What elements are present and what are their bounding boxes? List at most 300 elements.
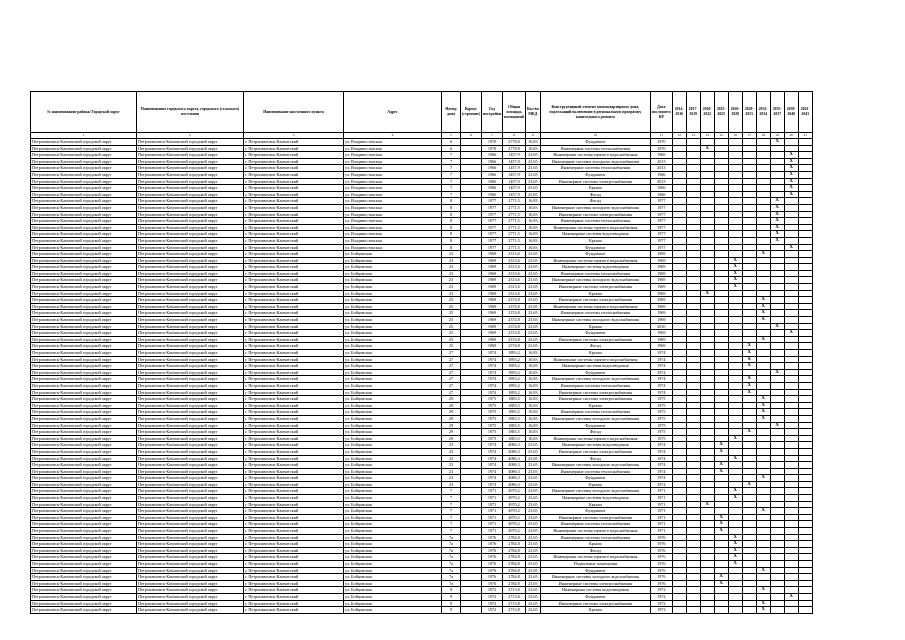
period-cell xyxy=(784,528,798,535)
settlement-cell: Петропавловск-Камчатский городской округ xyxy=(137,475,244,482)
element-cell: Инженерные системы теплоснабжения xyxy=(540,145,650,152)
column-number: 4 xyxy=(344,133,442,139)
period-cell: X xyxy=(742,429,756,436)
period-cell: X xyxy=(756,600,770,607)
building-cell xyxy=(461,468,482,475)
period-cell xyxy=(728,231,742,238)
locality-cell: г. Петропавловск-Камчатский xyxy=(244,218,344,225)
last-repair-cell: 1976 xyxy=(650,580,672,587)
count-cell: 23,65 xyxy=(525,541,540,548)
district-cell: Петропавловск-Камчатский городской округ xyxy=(31,429,137,436)
period-cell xyxy=(728,224,742,231)
period-cell xyxy=(728,244,742,251)
count-cell: 16,83 xyxy=(525,145,540,152)
settlement-cell: Петропавловск-Камчатский городской округ xyxy=(137,448,244,455)
building-cell xyxy=(461,336,482,343)
period-cell: X xyxy=(756,607,770,614)
address-cell: ул. Бойцовская xyxy=(344,600,442,607)
period-cell xyxy=(798,270,812,277)
locality-cell: г. Петропавловск-Камчатский xyxy=(244,567,344,574)
period-cell xyxy=(728,139,742,146)
header-period: 2017-2019 xyxy=(686,92,700,133)
count-cell: 23,65 xyxy=(525,290,540,297)
table-row xyxy=(31,158,813,165)
period-cell xyxy=(798,448,812,455)
last-repair-cell: 1969 xyxy=(650,251,672,258)
period-cell xyxy=(784,264,798,271)
period-cell xyxy=(714,277,728,284)
period-cell xyxy=(770,475,784,482)
period-cell xyxy=(756,231,770,238)
table-row xyxy=(31,534,813,541)
table-row xyxy=(31,481,813,488)
count-cell: 23,65 xyxy=(525,277,540,284)
house-number-cell: 23 xyxy=(442,481,461,488)
count-cell: 23,65 xyxy=(525,284,540,291)
period-cell xyxy=(686,587,700,594)
period-cell xyxy=(700,218,714,225)
period-cell xyxy=(756,264,770,271)
address-cell: ул. Бойцовская xyxy=(344,303,442,310)
period-cell xyxy=(714,139,728,146)
period-cell xyxy=(700,323,714,330)
period-cell: X xyxy=(784,152,798,159)
table-row xyxy=(31,514,813,521)
build-year-cell: 1969 xyxy=(481,264,502,271)
settlement-cell: Петропавловск-Камчатский городской округ xyxy=(137,152,244,159)
locality-cell: г. Петропавловск-Камчатский xyxy=(244,330,344,337)
period-cell xyxy=(798,165,812,172)
period-cell xyxy=(742,541,756,548)
header-building: Корпус (строение) xyxy=(461,92,482,133)
period-cell xyxy=(700,521,714,528)
locality-cell: г. Петропавловск-Камчатский xyxy=(244,297,344,304)
last-repair-cell: 1974 xyxy=(650,369,672,376)
address-cell: ул. Бойцовская xyxy=(344,422,442,429)
area-cell: 1883,5 xyxy=(503,409,526,416)
period-cell xyxy=(770,481,784,488)
build-year-cell: 1966 xyxy=(481,165,502,172)
area-cell: 4970,2 xyxy=(503,488,526,495)
period-cell xyxy=(714,415,728,422)
house-number-cell: 8 xyxy=(442,204,461,211)
period-cell xyxy=(742,185,756,192)
count-cell: 16,83 xyxy=(525,402,540,409)
period-cell xyxy=(770,468,784,475)
build-year-cell: 1977 xyxy=(481,244,502,251)
period-cell xyxy=(784,541,798,548)
period-cell: X xyxy=(728,547,742,554)
locality-cell: г. Петропавловск-Камчатский xyxy=(244,270,344,277)
locality-cell: г. Петропавловск-Камчатский xyxy=(244,481,344,488)
period-cell xyxy=(700,264,714,271)
period-cell xyxy=(784,310,798,317)
build-year-cell: 1971 xyxy=(481,508,502,515)
count-cell: 16,83 xyxy=(525,422,540,429)
column-number: 9 xyxy=(525,133,540,139)
period-cell xyxy=(756,488,770,495)
address-cell: ул. Бойцовская xyxy=(344,429,442,436)
settlement-cell: Петропавловск-Камчатский городской округ xyxy=(137,303,244,310)
period-cell: X xyxy=(714,580,728,587)
locality-cell: г. Петропавловск-Камчатский xyxy=(244,448,344,455)
period-cell xyxy=(728,567,742,574)
area-cell: 1893,2 xyxy=(503,382,526,389)
period-cell xyxy=(756,521,770,528)
district-cell: Петропавловск-Камчатский городской округ xyxy=(31,152,137,159)
period-cell xyxy=(686,369,700,376)
period-cell xyxy=(686,336,700,343)
last-repair-cell: 1969 xyxy=(650,257,672,264)
period-cell xyxy=(798,211,812,218)
table-row xyxy=(31,495,813,502)
period-cell xyxy=(686,475,700,482)
period-cell xyxy=(672,204,686,211)
table-row xyxy=(31,204,813,211)
column-number: 16 xyxy=(728,133,742,139)
period-cell xyxy=(770,191,784,198)
period-cell xyxy=(784,521,798,528)
table-row xyxy=(31,561,813,568)
district-cell: Петропавловск-Камчатский городской округ xyxy=(31,165,137,172)
period-cell xyxy=(672,257,686,264)
period-cell xyxy=(672,541,686,548)
count-cell: 23,65 xyxy=(525,191,540,198)
table-row xyxy=(31,171,813,178)
element-cell: Инженерные системы электроснабжения xyxy=(540,297,650,304)
period-cell xyxy=(672,448,686,455)
house-number-cell: 23 xyxy=(442,455,461,462)
period-cell xyxy=(798,607,812,614)
address-cell: ул. Владивостокская xyxy=(344,231,442,238)
count-cell: 23,65 xyxy=(525,580,540,587)
period-cell xyxy=(798,501,812,508)
area-cell: 1883,5 xyxy=(503,429,526,436)
last-repair-cell: 1971 xyxy=(650,488,672,495)
last-repair-cell: 1974 xyxy=(650,389,672,396)
period-cell xyxy=(784,323,798,330)
area-cell: 2784,8 xyxy=(503,534,526,541)
element-cell: Инженерные системы теплоснабжения xyxy=(540,165,650,172)
build-year-cell: 1969 xyxy=(481,251,502,258)
count-cell: 23,65 xyxy=(525,251,540,258)
period-cell xyxy=(672,495,686,502)
period-cell xyxy=(700,330,714,337)
period-cell xyxy=(714,270,728,277)
period-cell xyxy=(742,508,756,515)
table-row xyxy=(31,284,813,291)
period-cell xyxy=(742,574,756,581)
last-repair-cell: 1976 xyxy=(650,547,672,554)
last-repair-cell: 1974 xyxy=(650,448,672,455)
period-cell xyxy=(714,402,728,409)
table-row xyxy=(31,211,813,218)
period-cell xyxy=(714,343,728,350)
period-cell xyxy=(714,171,728,178)
element-cell: Инженерные системы электроснабжения xyxy=(540,178,650,185)
locality-cell: г. Петропавловск-Камчатский xyxy=(244,191,344,198)
district-cell: Петропавловск-Камчатский городской округ xyxy=(31,303,137,310)
locality-cell: г. Петропавловск-Камчатский xyxy=(244,343,344,350)
area-cell: 2784,8 xyxy=(503,574,526,581)
table-row xyxy=(31,396,813,403)
period-cell xyxy=(700,402,714,409)
building-cell xyxy=(461,152,482,159)
period-cell xyxy=(770,330,784,337)
period-cell xyxy=(672,158,686,165)
house-number-cell: 7а xyxy=(442,534,461,541)
count-cell: 23,65 xyxy=(525,178,540,185)
period-cell xyxy=(756,211,770,218)
district-cell: Петропавловск-Камчатский городской округ xyxy=(31,310,137,317)
last-repair-cell: 1969 xyxy=(650,317,672,324)
table-row xyxy=(31,231,813,238)
period-cell xyxy=(728,382,742,389)
address-cell: ул. Владивостокская xyxy=(344,204,442,211)
period-cell xyxy=(672,587,686,594)
period-cell xyxy=(770,303,784,310)
house-number-cell: 7 xyxy=(442,528,461,535)
locality-cell: г. Петропавловск-Камчатский xyxy=(244,376,344,383)
build-year-cell: 1969 xyxy=(481,343,502,350)
building-cell xyxy=(461,541,482,548)
element-cell: Инженерные системы электроснабжения xyxy=(540,600,650,607)
element-cell: Инженерные системы горячего водоснабжения xyxy=(540,224,650,231)
period-cell xyxy=(700,435,714,442)
address-cell: ул. Бойцовская xyxy=(344,547,442,554)
address-cell: ул. Бойцовская xyxy=(344,323,442,330)
table-row xyxy=(31,297,813,304)
period-cell xyxy=(672,561,686,568)
period-cell xyxy=(742,317,756,324)
house-number-cell: 8 xyxy=(442,244,461,251)
table-body xyxy=(31,139,813,614)
period-cell xyxy=(784,284,798,291)
element-cell: Инженерные системы холодного водоснабжения xyxy=(540,277,650,284)
period-cell xyxy=(714,297,728,304)
column-number: 13 xyxy=(686,133,700,139)
period-cell xyxy=(784,343,798,350)
house-number-cell: 8 xyxy=(442,211,461,218)
period-cell xyxy=(770,350,784,357)
period-cell xyxy=(784,251,798,258)
table-row xyxy=(31,224,813,231)
period-cell xyxy=(700,567,714,574)
building-cell xyxy=(461,178,482,185)
period-cell xyxy=(742,600,756,607)
period-cell xyxy=(798,145,812,152)
period-cell xyxy=(728,211,742,218)
house-number-cell: 7 xyxy=(442,521,461,528)
period-cell xyxy=(672,363,686,370)
period-cell: X xyxy=(784,185,798,192)
period-cell xyxy=(770,336,784,343)
table-row xyxy=(31,422,813,429)
period-cell xyxy=(686,488,700,495)
period-cell xyxy=(798,171,812,178)
settlement-cell: Петропавловск-Камчатский городской округ xyxy=(137,204,244,211)
period-cell xyxy=(714,204,728,211)
area-cell: 2313,6 xyxy=(503,251,526,258)
period-cell xyxy=(700,303,714,310)
period-cell xyxy=(798,350,812,357)
period-cell xyxy=(798,218,812,225)
period-cell xyxy=(770,409,784,416)
element-cell: Инженерные системы водоотведения xyxy=(540,442,650,449)
period-cell xyxy=(784,277,798,284)
address-cell: ул. Бойцовская xyxy=(344,297,442,304)
build-year-cell: 1974 xyxy=(481,442,502,449)
locality-cell: г. Петропавловск-Камчатский xyxy=(244,435,344,442)
address-cell: ул. Бойцовская xyxy=(344,561,442,568)
period-cell xyxy=(728,152,742,159)
period-cell xyxy=(770,376,784,383)
locality-cell: г. Петропавловск-Камчатский xyxy=(244,290,344,297)
period-cell xyxy=(700,231,714,238)
house-number-cell: 25 xyxy=(442,317,461,324)
period-cell xyxy=(714,303,728,310)
period-cell xyxy=(798,382,812,389)
period-cell xyxy=(672,547,686,554)
area-cell: 4086,3 xyxy=(503,442,526,449)
period-cell: X xyxy=(728,277,742,284)
settlement-cell: Петропавловск-Камчатский городской округ xyxy=(137,350,244,357)
count-cell: 23,65 xyxy=(525,343,540,350)
period-cell xyxy=(686,547,700,554)
period-cell xyxy=(756,270,770,277)
count-cell: 16,83 xyxy=(525,409,540,416)
period-cell xyxy=(798,508,812,515)
period-cell xyxy=(728,191,742,198)
period-cell xyxy=(742,204,756,211)
district-cell: Петропавловск-Камчатский городской округ xyxy=(31,475,137,482)
address-cell: ул. Бойцовская xyxy=(344,402,442,409)
build-year-cell: 1976 xyxy=(481,580,502,587)
settlement-cell: Петропавловск-Камчатский городской округ xyxy=(137,158,244,165)
period-cell xyxy=(714,435,728,442)
count-cell: 23,65 xyxy=(525,567,540,574)
period-cell xyxy=(686,501,700,508)
house-number-cell: 29 xyxy=(442,409,461,416)
period-cell xyxy=(700,600,714,607)
period-cell xyxy=(798,567,812,574)
period-cell xyxy=(756,350,770,357)
last-repair-cell: 1975 xyxy=(650,429,672,436)
period-cell xyxy=(784,554,798,561)
period-cell xyxy=(700,171,714,178)
settlement-cell: Петропавловск-Камчатский городской округ xyxy=(137,534,244,541)
element-cell: Инженерные системы электроснабжения xyxy=(540,514,650,521)
last-repair-cell: 1976 xyxy=(650,574,672,581)
period-cell xyxy=(700,310,714,317)
period-cell xyxy=(784,448,798,455)
period-cell xyxy=(742,495,756,502)
locality-cell: г. Петропавловск-Камчатский xyxy=(244,363,344,370)
address-cell: ул. Бойцовская xyxy=(344,336,442,343)
house-number-cell: 23 xyxy=(442,290,461,297)
build-year-cell: 1976 xyxy=(481,574,502,581)
period-cell: X xyxy=(714,468,728,475)
building-cell xyxy=(461,567,482,574)
period-cell: X xyxy=(770,204,784,211)
locality-cell: г. Петропавловск-Камчатский xyxy=(244,547,344,554)
address-cell: ул. Бойцовская xyxy=(344,448,442,455)
building-cell xyxy=(461,508,482,515)
period-cell xyxy=(714,389,728,396)
last-repair-cell: 1974 xyxy=(650,442,672,449)
element-cell: Фасад xyxy=(540,547,650,554)
element-cell: Фундамент xyxy=(540,508,650,515)
count-cell: 16,83 xyxy=(525,415,540,422)
element-cell: Крыша xyxy=(540,290,650,297)
period-cell xyxy=(798,363,812,370)
locality-cell: г. Петропавловск-Камчатский xyxy=(244,514,344,521)
period-cell xyxy=(770,593,784,600)
building-cell xyxy=(461,139,482,146)
area-cell: 2313,6 xyxy=(503,290,526,297)
element-cell: Инженерные системы теплоснабжения xyxy=(540,534,650,541)
period-cell xyxy=(686,350,700,357)
period-cell xyxy=(798,257,812,264)
period-cell xyxy=(742,369,756,376)
element-cell: Фасад xyxy=(540,429,650,436)
build-year-cell: 1969 xyxy=(481,330,502,337)
district-cell: Петропавловск-Камчатский городской округ xyxy=(31,547,137,554)
period-cell xyxy=(700,257,714,264)
period-cell xyxy=(672,389,686,396)
build-year-cell: 1969 xyxy=(481,297,502,304)
district-cell: Петропавловск-Камчатский городской округ xyxy=(31,257,137,264)
district-cell: Петропавловск-Камчатский городской округ xyxy=(31,356,137,363)
table-row xyxy=(31,521,813,528)
building-cell xyxy=(461,270,482,277)
period-cell xyxy=(686,389,700,396)
period-cell xyxy=(756,356,770,363)
period-cell xyxy=(784,317,798,324)
period-cell: X xyxy=(728,455,742,462)
district-cell: Петропавловск-Камчатский городской округ xyxy=(31,376,137,383)
period-cell xyxy=(728,528,742,535)
period-cell: X xyxy=(700,501,714,508)
count-cell: 23,65 xyxy=(525,554,540,561)
period-cell xyxy=(728,171,742,178)
locality-cell: г. Петропавловск-Камчатский xyxy=(244,231,344,238)
settlement-cell: Петропавловск-Камчатский городской округ xyxy=(137,317,244,324)
period-cell xyxy=(728,475,742,482)
period-cell xyxy=(742,409,756,416)
period-cell xyxy=(714,317,728,324)
period-cell xyxy=(672,468,686,475)
house-number-cell: 27 xyxy=(442,356,461,363)
table-row xyxy=(31,547,813,554)
locality-cell: г. Петропавловск-Камчатский xyxy=(244,580,344,587)
period-cell xyxy=(798,396,812,403)
element-cell: Фундамент xyxy=(540,475,650,482)
period-cell xyxy=(672,343,686,350)
period-cell xyxy=(770,528,784,535)
period-cell xyxy=(756,442,770,449)
house-number-cell: 7а xyxy=(442,561,461,568)
building-cell xyxy=(461,237,482,244)
building-cell xyxy=(461,455,482,462)
element-cell: Инженерные системы холодного водоснабжения xyxy=(540,158,650,165)
period-cell xyxy=(700,185,714,192)
district-cell: Петропавловск-Камчатский городской округ xyxy=(31,501,137,508)
locality-cell: г. Петропавловск-Камчатский xyxy=(244,402,344,409)
build-year-cell: 1975 xyxy=(481,396,502,403)
period-cell xyxy=(770,521,784,528)
period-cell xyxy=(770,389,784,396)
